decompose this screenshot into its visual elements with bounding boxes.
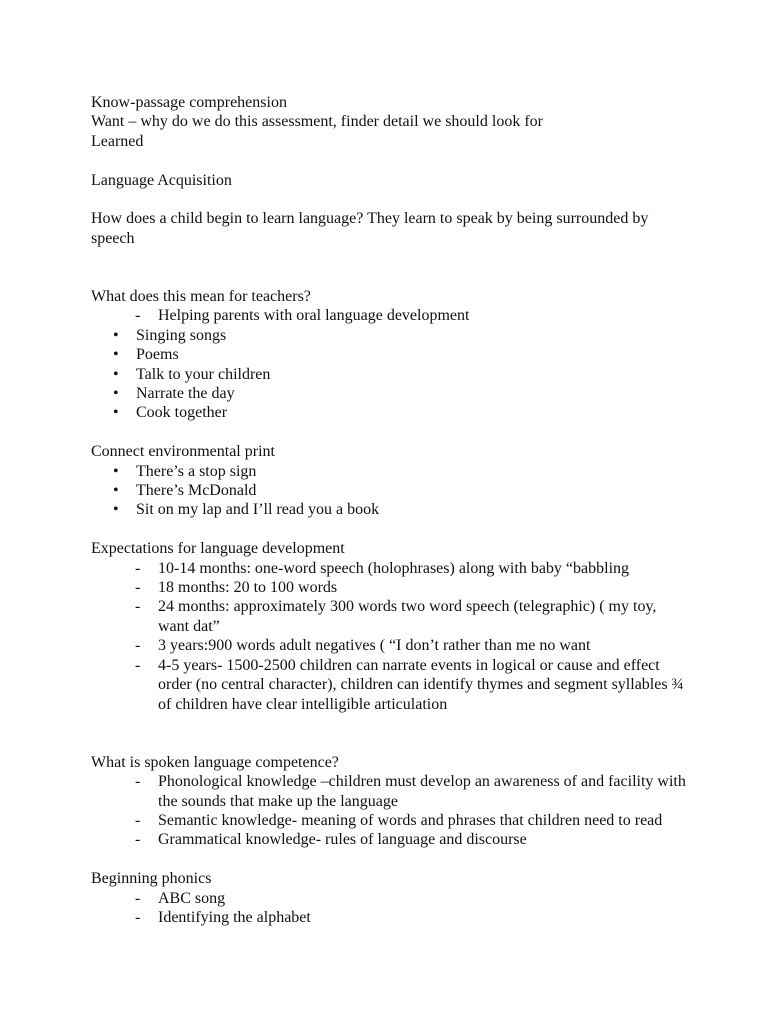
learned-line: Learned [91,132,144,150]
list-item-text: Singing songs [136,326,227,344]
list-item [91,656,691,714]
know-line: Know-passage comprehension [91,94,287,111]
bullet-marker: • [113,346,119,364]
list-item [91,481,691,500]
list-item-text: Poems [136,346,179,364]
list-item-text: ABC song [158,889,226,907]
bullet-marker: • [113,462,119,480]
document-page [91,93,691,927]
bullet-marker: • [113,482,119,500]
dash-marker: - [135,637,141,655]
list-item-text: 4-5 years- 1500-2500 children can narrate events in logical or cause and effect order (no central character), children can identify thymes and segment syllables ¾ of children have clear intelligible articulation [158,656,684,713]
dash-marker: - [135,773,141,791]
list-item-text: There’s McDonald [136,482,257,500]
list-item [91,597,691,636]
list-item [91,559,691,578]
bullet-marker: • [113,404,119,422]
list-item-text: 3 years:900 words adult negatives ( “I don’t rather than me no want [158,637,591,655]
bullet-marker: • [113,365,119,383]
bullet-marker: • [113,501,119,519]
list-item [91,811,691,830]
list-item [91,772,691,811]
want-line: Want – why do we do this assessment, finder detail we should look for [91,113,543,131]
paragraph-child-learning: How does a child begin to learn language? They learn to speak by being surrounded by speech [91,210,649,247]
list-item-text: Helping parents with oral language development [158,307,470,325]
list-item-text: Semantic knowledge- meaning of words and phrases that children need to read [158,811,663,829]
environmental-print-list [91,462,691,520]
list-item [91,365,691,384]
list-item-text: 24 months: approximately 300 words two word speech (telegraphic) ( my toy, want dat” [158,598,657,635]
phonics-list [91,889,691,928]
expectations-title: Expectations for language development [91,540,345,558]
teachers-question: What does this mean for teachers? [91,288,311,306]
phonics-title: Beginning phonics [91,870,212,888]
list-item [91,830,691,849]
section-title-language-acquisition: Language Acquisition [91,171,232,189]
dash-marker: - [135,908,141,926]
list-item [91,500,691,519]
bullet-marker: • [113,385,119,403]
list-item [91,636,691,655]
bullet-marker: • [113,326,119,344]
list-item-text: 18 months: 20 to 100 words [158,579,338,597]
list-item-text: Narrate the day [136,385,235,403]
list-item [91,889,691,908]
list-item-text: Cook together [136,404,228,422]
dash-marker: - [135,598,141,616]
teachers-dash-list [91,306,691,325]
list-item [91,578,691,597]
list-item [91,326,691,345]
list-item-text: There’s a stop sign [136,462,257,480]
list-item [91,908,691,927]
expectations-list [91,559,691,714]
dash-marker: - [135,811,141,829]
list-item [91,462,691,481]
list-item-text: Sit on my lap and I’ll read you a book [136,501,380,519]
list-item-text: Talk to your children [136,365,271,383]
dash-marker: - [135,579,141,597]
list-item-text: 10-14 months: one-word speech (holophrases) along with baby “babbling [158,559,630,577]
dash-marker: - [135,889,141,907]
dash-marker: - [135,831,141,849]
list-item-text: Identifying the alphabet [158,908,311,926]
list-item-text: Grammatical knowledge- rules of language and discourse [158,831,527,849]
list-item [91,345,691,364]
list-item [91,384,691,403]
teachers-bullet-list [91,326,691,423]
competence-question: What is spoken language competence? [91,753,339,771]
list-item-text: Phonological knowledge –children must develop an awareness of and facility with the sounds that make up the language [158,773,686,810]
dash-marker: - [135,307,141,325]
list-item [91,306,691,325]
list-item [91,403,691,422]
competence-list [91,772,691,850]
environmental-print-title: Connect environmental print [91,443,275,461]
dash-marker: - [135,559,141,577]
dash-marker: - [135,656,141,674]
